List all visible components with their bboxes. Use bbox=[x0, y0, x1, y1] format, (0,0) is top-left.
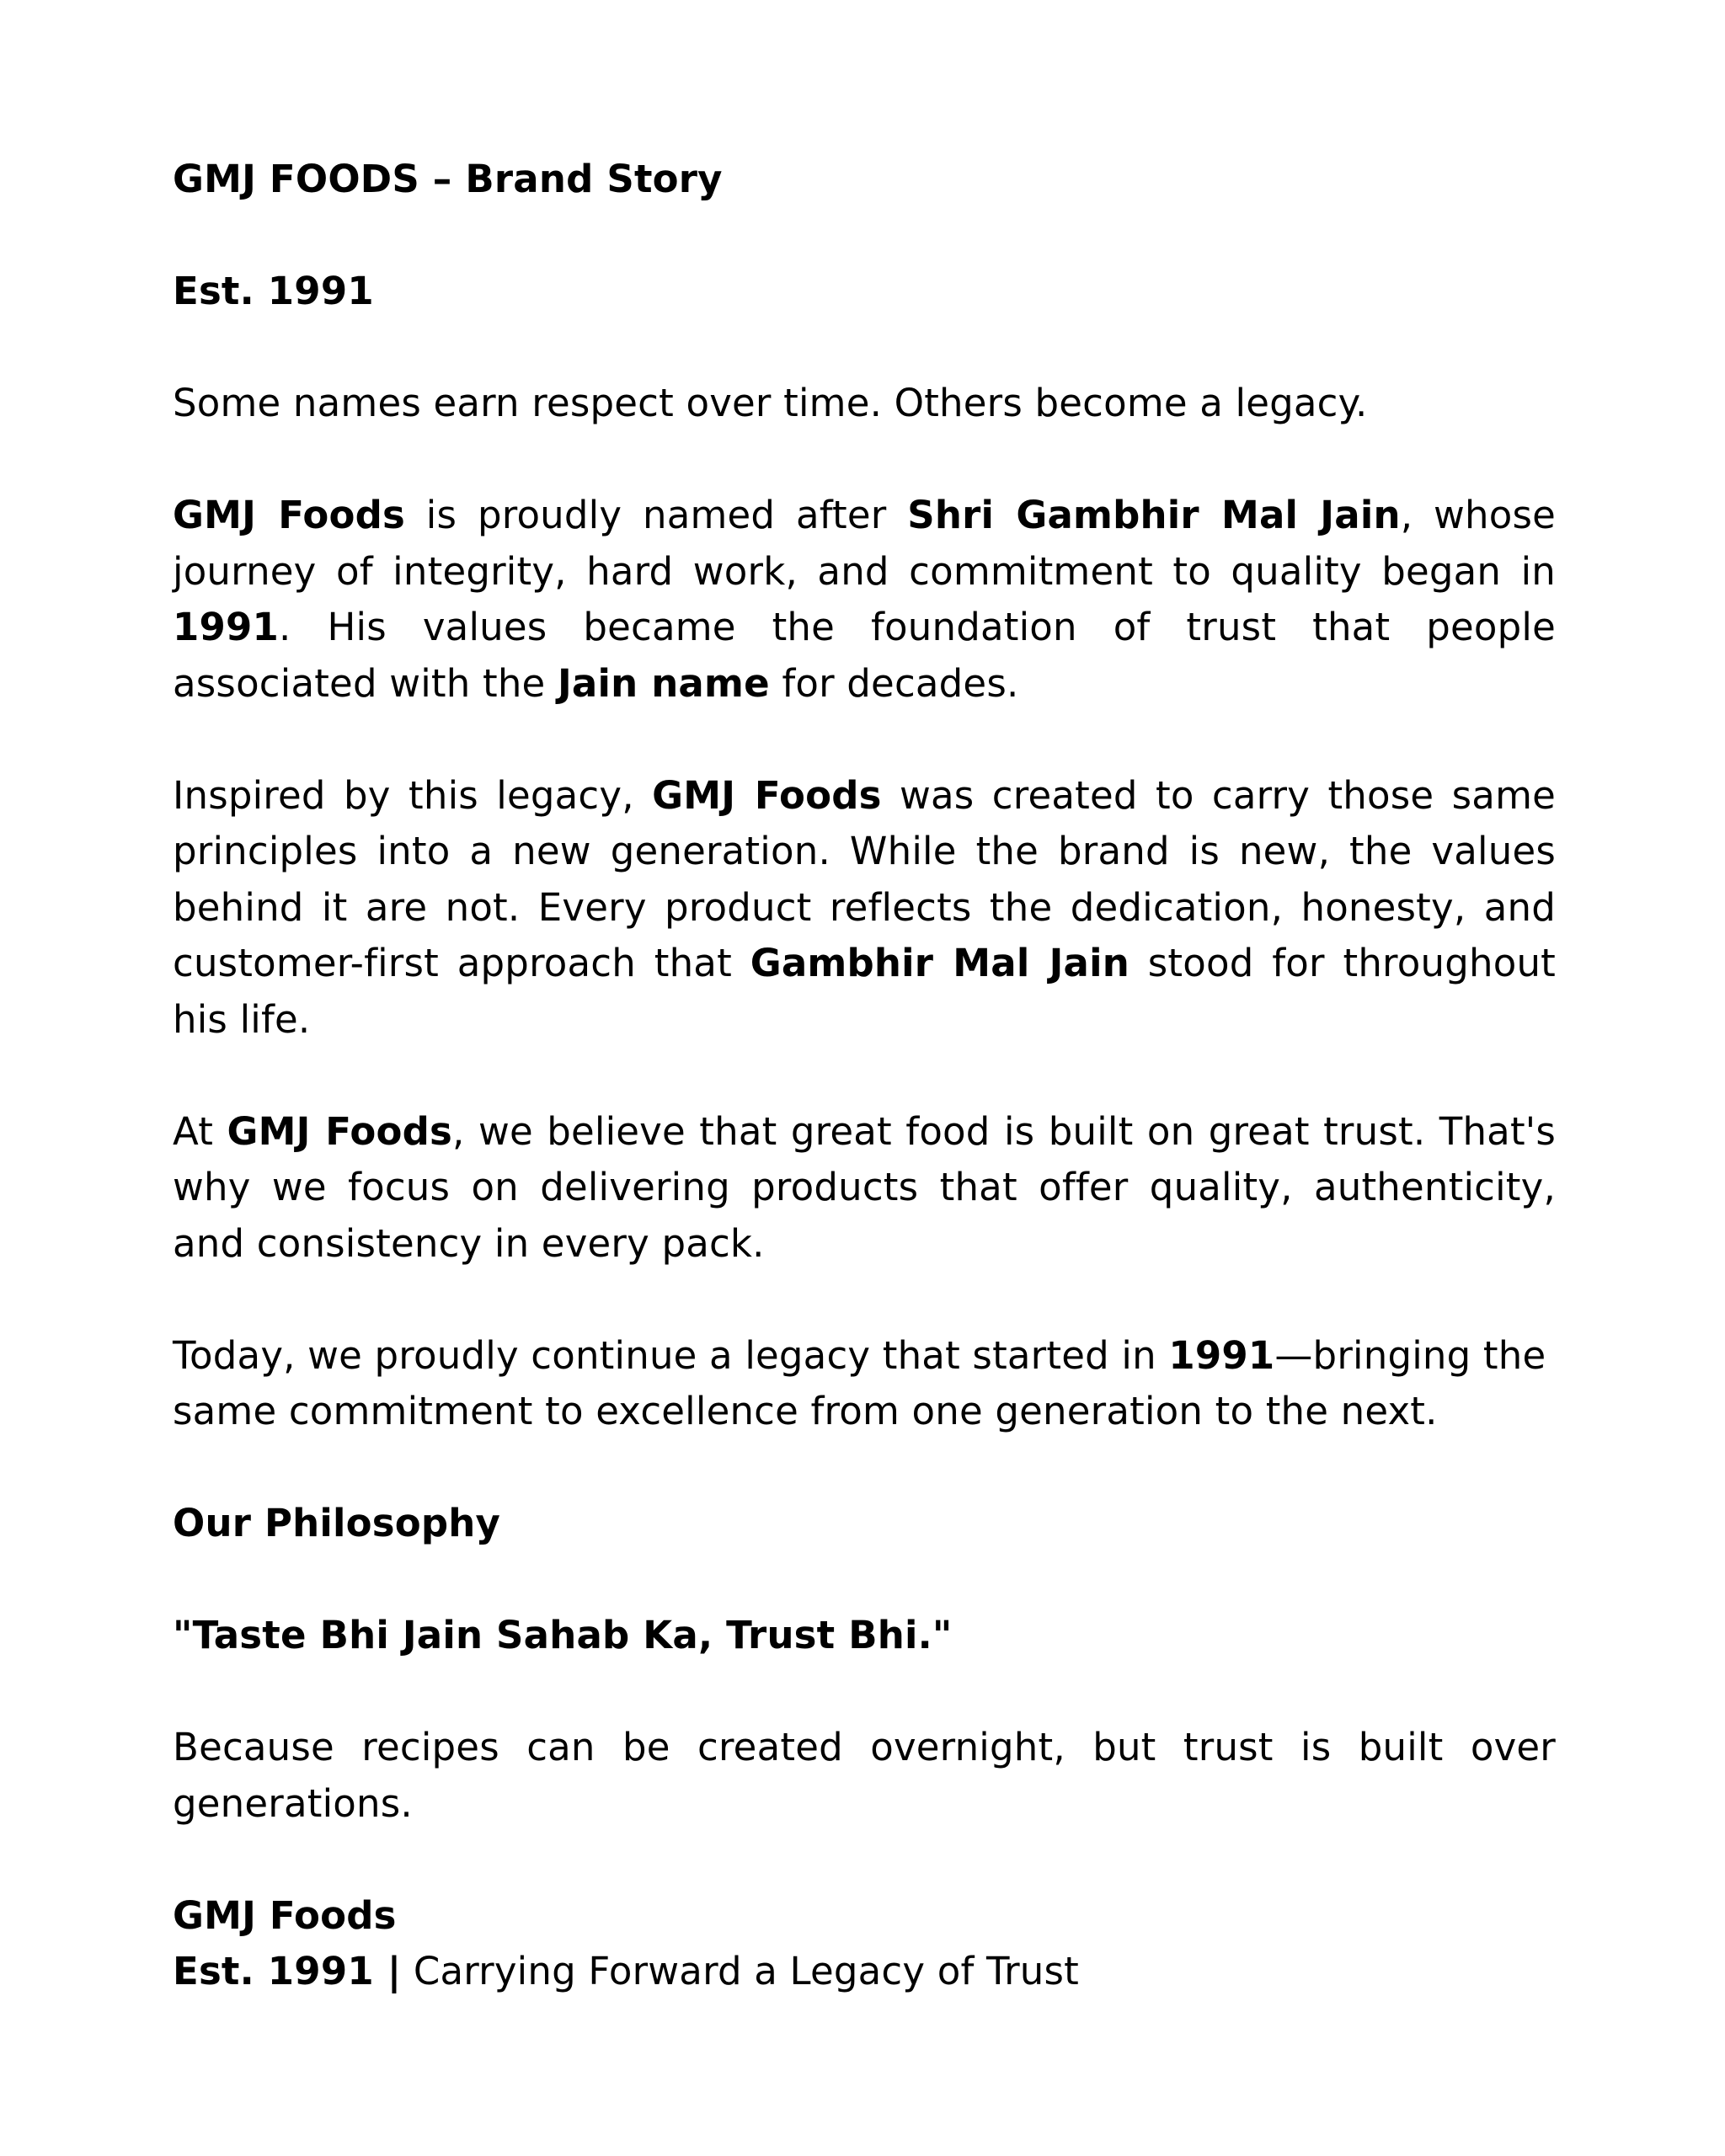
text-run: . His values became the foundation of trust that people bbox=[279, 605, 1556, 649]
signature-block bbox=[173, 1888, 1556, 2000]
established-year: Est. 1991 bbox=[173, 269, 374, 313]
paragraph-line: and consistency in every pack. bbox=[173, 1220, 765, 1266]
spacer bbox=[173, 208, 1556, 264]
spacer bbox=[173, 712, 1556, 768]
text-run: was created to carry those same bbox=[881, 772, 1556, 818]
spacer bbox=[173, 1552, 1556, 1609]
paragraph-line bbox=[173, 768, 1556, 825]
footer-tagline-line bbox=[173, 1944, 1556, 2000]
jain-name-highlight: Jain name bbox=[557, 660, 770, 706]
paragraph-line: why we focus on delivering products that offer quality, authenticity, bbox=[173, 1165, 1556, 1209]
paragraph-line: Because recipes can be created overnight, but trust is built over bbox=[173, 1725, 1556, 1769]
paragraph-recipes bbox=[173, 1720, 1556, 1832]
paragraph-origin bbox=[173, 488, 1556, 712]
paragraph-belief bbox=[173, 1104, 1556, 1273]
paragraph-line bbox=[173, 1328, 1556, 1385]
spacer bbox=[173, 1440, 1556, 1497]
paragraph-line bbox=[173, 1104, 1556, 1161]
brand-name: GMJ Foods bbox=[227, 1108, 453, 1154]
paragraph-line bbox=[173, 936, 1556, 992]
spacer bbox=[173, 320, 1556, 376]
brand-name: GMJ Foods bbox=[652, 772, 882, 818]
text-run: customer-first approach that bbox=[173, 941, 750, 985]
spacer bbox=[173, 1272, 1556, 1328]
paragraph-inspiration bbox=[173, 768, 1556, 1049]
text-run: associated with the bbox=[173, 660, 558, 706]
intro-text: Some names earn respect over time. Others become a legacy. bbox=[173, 381, 1368, 425]
philosophy-quote: "Taste Bhi Jain Sahab Ka, Trust Bhi." bbox=[173, 1613, 953, 1657]
paragraph-line: generations. bbox=[173, 1780, 413, 1826]
paragraph-line bbox=[173, 600, 1556, 656]
text-run: , we believe that great food is built on great trust. That's bbox=[452, 1108, 1556, 1154]
text-run: Inspired by this legacy, bbox=[173, 772, 653, 818]
founder-name: Gambhir Mal Jain bbox=[750, 941, 1130, 985]
founder-name: Shri Gambhir Mal Jain bbox=[907, 493, 1401, 537]
year-highlight: 1991 bbox=[173, 605, 280, 649]
spacer bbox=[173, 432, 1556, 488]
text-run: stood for throughout bbox=[1129, 941, 1557, 985]
year-highlight: 1991 bbox=[1168, 1332, 1275, 1378]
philosophy-heading: Our Philosophy bbox=[173, 1501, 501, 1545]
text-run: , whose bbox=[1400, 493, 1556, 537]
text-run: Today, we proudly continue a legacy that started in bbox=[173, 1332, 1169, 1378]
brand-story-document bbox=[173, 152, 1556, 2000]
paragraph-line: journey of integrity, hard work, and commitment to quality began in bbox=[173, 548, 1556, 594]
footer-tagline: Carrying Forward a Legacy of Trust bbox=[401, 1949, 1079, 1993]
footer-brand: GMJ Foods bbox=[173, 1892, 397, 1938]
text-run: At bbox=[173, 1108, 227, 1154]
paragraph-today bbox=[173, 1328, 1556, 1440]
text-run: for decades. bbox=[769, 660, 1019, 706]
footer-established: Est. 1991 | bbox=[173, 1949, 402, 1993]
spacer bbox=[173, 1048, 1556, 1104]
paragraph-line: behind it are not. Every product reflects the dedication, honesty, and bbox=[173, 884, 1556, 930]
text-run: is proudly named after bbox=[404, 493, 908, 537]
paragraph-line: his life. bbox=[173, 996, 311, 1042]
text-run: —bringing the bbox=[1274, 1332, 1546, 1378]
spacer bbox=[173, 1664, 1556, 1721]
paragraph-line bbox=[173, 656, 1556, 712]
spacer bbox=[173, 1832, 1556, 1888]
brand-name: GMJ Foods bbox=[173, 493, 405, 537]
paragraph-line: same commitment to excellence from one generation to the next. bbox=[173, 1389, 1438, 1433]
document-title: GMJ FOODS – Brand Story bbox=[173, 157, 723, 201]
paragraph-line bbox=[173, 488, 1556, 544]
paragraph-line: principles into a new generation. While the brand is new, the values bbox=[173, 829, 1556, 873]
